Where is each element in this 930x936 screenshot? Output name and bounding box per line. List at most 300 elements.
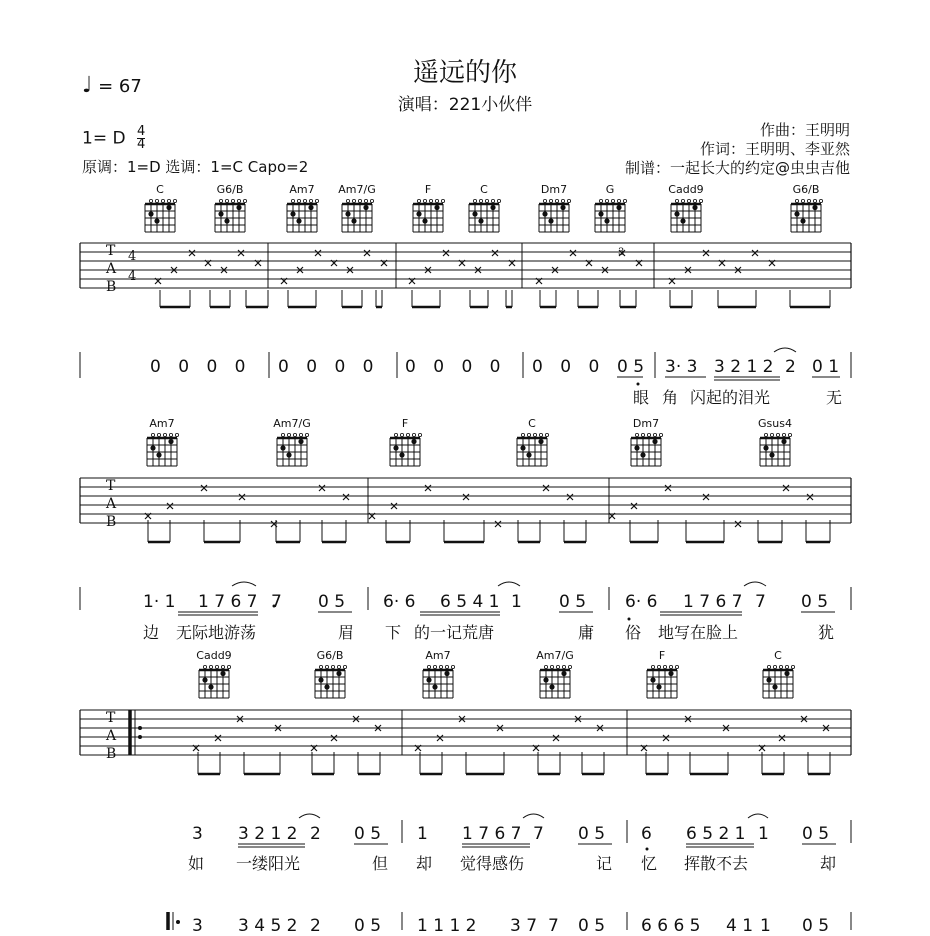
tie-arc (498, 582, 520, 586)
chord-finger-dot (763, 445, 768, 450)
lyric: 忆 (641, 854, 658, 873)
chord-open-string-marker (445, 665, 448, 668)
quarter-note-icon: ♩ (82, 73, 93, 98)
chord-open-string-marker (346, 199, 349, 202)
tab-x-notehead (463, 494, 469, 500)
chord-finger-dot (290, 211, 295, 216)
chord-open-string-marker (297, 199, 300, 202)
chord-finger-dot (434, 205, 439, 210)
chord-finger-dot (202, 677, 207, 682)
repeat-dot (138, 726, 142, 730)
chord-open-string-marker (418, 433, 421, 436)
chord-finger-dot (168, 439, 173, 444)
lyric: 下 (385, 623, 402, 642)
lyric: 俗 (625, 623, 642, 642)
chord-open-string-marker (151, 433, 154, 436)
chord-open-string-marker (441, 199, 444, 202)
notation-note-group: 0 5 (578, 824, 606, 844)
chord-open-string-marker (237, 199, 240, 202)
singer-credit: 演唱：221小伙伴 (397, 95, 533, 115)
tab-x-notehead (703, 494, 709, 500)
notation-note-tied: 7 (755, 592, 766, 612)
chord-finger-dot (411, 439, 416, 444)
chord-finger-dot (286, 452, 291, 457)
tab-x-notehead (665, 485, 671, 491)
chord-open-string-marker (331, 665, 334, 668)
chord-open-string-marker (782, 433, 785, 436)
chord-open-string-marker (364, 199, 367, 202)
chord-open-string-marker (291, 199, 294, 202)
chord-finger-dot (781, 439, 786, 444)
tab-x-notehead (425, 485, 431, 491)
chord-finger-dot (772, 684, 777, 689)
tab-x-notehead (783, 485, 789, 491)
notation-note-group: 6 6 6 5 (641, 916, 701, 936)
notation-note-group: 6 5 2 1 (686, 824, 746, 844)
tab-letter-b: B (106, 514, 117, 530)
chord-finger-dot (668, 671, 673, 676)
tab-x-notehead (437, 735, 443, 741)
chord-open-string-marker (203, 665, 206, 668)
tab-x-notehead (492, 250, 498, 256)
chord-name: G6/B (216, 183, 244, 196)
chord-open-string-marker (227, 665, 230, 668)
chord-open-string-marker (433, 665, 436, 668)
chord-finger-dot (308, 205, 313, 210)
notation-note-group: 0 5 (617, 357, 645, 377)
chord-open-string-marker (635, 433, 638, 436)
chord-finger-dot (296, 218, 301, 223)
tab-x-notehead (703, 250, 709, 256)
chord-open-string-marker (788, 433, 791, 436)
chord-open-string-marker (219, 199, 222, 202)
tie-arc (748, 814, 768, 818)
key-label: 1= D (82, 128, 126, 149)
chord-open-string-marker (773, 665, 776, 668)
chord-finger-dot (604, 218, 609, 223)
chord-finger-dot (444, 671, 449, 676)
time-top: 4 (136, 124, 146, 139)
notation-note-group: 3 2 1 2 (714, 357, 774, 377)
original-key-info: 原调：1=D 选调：1=C Capo=2 (82, 158, 309, 176)
chord-open-string-marker (473, 199, 476, 202)
tab-x-notehead (239, 494, 245, 500)
notation-note-group: 0 5 (578, 916, 606, 936)
chord-finger-dot (324, 684, 329, 689)
lyric: 但 (372, 854, 389, 873)
notation-note-group: 1· 1 (143, 592, 176, 612)
chord-name: F (658, 649, 666, 662)
chord-finger-dot (298, 439, 303, 444)
lyric: 犹 (818, 623, 835, 642)
chord-finger-dot (652, 439, 657, 444)
chord-open-string-marker (813, 199, 816, 202)
lyric: 闪起的泪光 (690, 388, 771, 407)
chord-open-string-marker (215, 665, 218, 668)
tab-x-notehead (319, 485, 325, 491)
chord-name: Am7/G (338, 183, 376, 196)
chord-name: Am7/G (273, 417, 311, 430)
chord-open-string-marker (533, 433, 536, 436)
tab-x-notehead (570, 250, 576, 256)
chord-finger-dot (640, 452, 645, 457)
chord-open-string-marker (315, 199, 318, 202)
chord-open-string-marker (167, 199, 170, 202)
chord-open-string-marker (521, 433, 524, 436)
notation-note-group: 1 (417, 824, 428, 844)
notation-note-group: 3 7 (510, 916, 538, 936)
tab-x-notehead (779, 735, 785, 741)
notation-note-group: 6· 6 (383, 592, 416, 612)
tab-fret-number: 3 (618, 247, 625, 258)
chord-finger-dot (154, 218, 159, 223)
tab-x-notehead (553, 735, 559, 741)
chord-name: Am7 (289, 183, 315, 196)
notation-note-tied: 7 (271, 592, 282, 612)
chord-open-string-marker (663, 665, 666, 668)
notation-note-group: 0 5 (354, 916, 382, 936)
lyric: 角 (662, 388, 679, 407)
notation-measure: 0 0 0 (532, 357, 600, 377)
chord-open-string-marker (544, 665, 547, 668)
notation-note-group: 0 5 (802, 824, 830, 844)
chord-open-string-marker (641, 433, 644, 436)
notation-note-group: 3· 3 (665, 357, 698, 377)
tab-letter-a: A (106, 496, 117, 512)
chord-open-string-marker (163, 433, 166, 436)
chord-finger-dot (280, 445, 285, 450)
tab-x-notehead (495, 521, 501, 527)
notation-note-group: 0 1 (812, 357, 840, 377)
tie-arc (232, 582, 256, 586)
chord-open-string-marker (352, 199, 355, 202)
chord-open-string-marker (325, 665, 328, 668)
chord-finger-dot (220, 671, 225, 676)
notation-note-group: 1 1 1 2 (417, 916, 477, 936)
notation-measure: 0 0 0 0 (278, 357, 374, 377)
notation-note-group: 0 5 (802, 916, 830, 936)
chord-open-string-marker (221, 665, 224, 668)
time-bottom: 4 (136, 137, 146, 152)
chord-finger-dot (769, 452, 774, 457)
tab-x-notehead (391, 503, 397, 509)
lyric: 庸 (578, 623, 595, 642)
chord-open-string-marker (617, 199, 620, 202)
chord-finger-dot (526, 452, 531, 457)
chord-finger-dot (812, 205, 817, 210)
tab-x-notehead (315, 250, 321, 256)
chord-open-string-marker (175, 433, 178, 436)
chord-open-string-marker (767, 665, 770, 668)
chord-open-string-marker (497, 199, 500, 202)
notation-note-tied: 1 (511, 592, 522, 612)
notation-note-tied: 2 (310, 824, 321, 844)
lyric: 却 (416, 854, 433, 873)
notation-note-group: 0 5 (318, 592, 346, 612)
chord-name: G (605, 183, 615, 196)
chord-open-string-marker (669, 665, 672, 668)
chord-name: Am7/G (536, 649, 574, 662)
notation-note-tied: 2 (310, 916, 321, 936)
chord-finger-dot (432, 684, 437, 689)
tab-x-notehead (343, 494, 349, 500)
chord-open-string-marker (567, 199, 570, 202)
chord-open-string-marker (819, 199, 822, 202)
chord-finger-dot (561, 671, 566, 676)
lyric: 眉 (338, 623, 355, 642)
chord-finger-dot (426, 677, 431, 682)
tie-arc (523, 814, 544, 818)
chord-name: F (424, 183, 432, 196)
chord-open-string-marker (561, 199, 564, 202)
chord-open-string-marker (555, 199, 558, 202)
notation-note-group: 1 7 6 7 (198, 592, 258, 612)
lyric: 的一记荒唐 (414, 623, 495, 642)
tab-letter-b: B (106, 746, 117, 762)
chord-open-string-marker (653, 433, 656, 436)
chord-name: F (401, 417, 409, 430)
notation-note-group: 0 5 (354, 824, 382, 844)
chord-finger-dot (538, 439, 543, 444)
chord-open-string-marker (801, 199, 804, 202)
chord-open-string-marker (439, 665, 442, 668)
chord-open-string-marker (550, 665, 553, 668)
tab-x-notehead (201, 485, 207, 491)
chord-name: C (156, 183, 164, 196)
chord-finger-dot (478, 218, 483, 223)
chord-finger-dot (794, 211, 799, 216)
chord-open-string-marker (309, 199, 312, 202)
chord-finger-dot (363, 205, 368, 210)
chord-open-string-marker (785, 665, 788, 668)
chord-finger-dot (148, 211, 153, 216)
chord-open-string-marker (764, 433, 767, 436)
tab-x-notehead (189, 250, 195, 256)
chord-open-string-marker (791, 665, 794, 668)
composer-credit: 作曲：王明明 (759, 121, 850, 139)
chord-finger-dot (351, 218, 356, 223)
notation-note-group: 6 5 4 1 (440, 592, 500, 612)
chord-name: Am7 (425, 649, 451, 662)
chord-open-string-marker (568, 665, 571, 668)
chord-finger-dot (542, 211, 547, 216)
chord-open-string-marker (651, 665, 654, 668)
notation-note-tied: 7 (533, 824, 544, 844)
chord-finger-dot (674, 211, 679, 216)
lyric: 无际地游荡 (176, 623, 257, 642)
chord-open-string-marker (549, 199, 552, 202)
notation-note-group: 6· 6 (625, 592, 658, 612)
song-title: 遥远的你 (412, 58, 517, 88)
chord-finger-dot (598, 211, 603, 216)
chord-open-string-marker (659, 433, 662, 436)
chord-name: C (528, 417, 536, 430)
tab-letter-a: A (106, 261, 117, 277)
chord-open-string-marker (427, 665, 430, 668)
tab-x-notehead (735, 521, 741, 527)
chord-finger-dot (318, 677, 323, 682)
chord-open-string-marker (173, 199, 176, 202)
lyricist-credit: 作词：王明明、李亚然 (699, 140, 850, 158)
chord-name: Dm7 (632, 417, 660, 430)
chord-open-string-marker (693, 199, 696, 202)
chord-finger-dot (560, 205, 565, 210)
chord-open-string-marker (491, 199, 494, 202)
lyric: 挥散不去 (684, 854, 749, 873)
chord-finger-dot (472, 211, 477, 216)
lyric: 地写在脸上 (658, 623, 739, 642)
notation-note-tied: 1 (758, 824, 769, 844)
tab-x-notehead (807, 494, 813, 500)
chord-open-string-marker (337, 665, 340, 668)
notation-note-tied: 1 (760, 916, 771, 936)
chord-name: C (774, 649, 782, 662)
chord-open-string-marker (209, 665, 212, 668)
notation-measure: 0 0 0 0 (405, 357, 501, 377)
lyric: 如 (188, 854, 205, 873)
chord-open-string-marker (231, 199, 234, 202)
tab-x-notehead (752, 250, 758, 256)
notation-note-group: 1 7 6 7 (683, 592, 743, 612)
chord-open-string-marker (343, 665, 346, 668)
lyric: 边 (143, 623, 160, 642)
lyric: 眼 (633, 388, 650, 407)
chord-finger-dot (208, 684, 213, 689)
notation-note-group: 0 5 (801, 592, 829, 612)
tab-time-bottom: 4 (128, 269, 137, 284)
tie-arc (744, 582, 766, 586)
chord-open-string-marker (527, 433, 530, 436)
repeat-dot (138, 735, 142, 739)
chord-finger-dot (218, 211, 223, 216)
tab-x-notehead (567, 494, 573, 500)
chord-open-string-marker (305, 433, 308, 436)
chord-finger-dot (616, 205, 621, 210)
chord-open-string-marker (485, 199, 488, 202)
chord-open-string-marker (611, 199, 614, 202)
tab-letter-t: T (106, 243, 116, 259)
chord-open-string-marker (675, 199, 678, 202)
lyric: 无 (826, 388, 843, 407)
chord-open-string-marker (776, 433, 779, 436)
tab-x-notehead (215, 735, 221, 741)
notation-note-group: 4 1 (726, 916, 754, 936)
chord-open-string-marker (281, 433, 284, 436)
tab-x-notehead (443, 250, 449, 256)
chord-open-string-marker (149, 199, 152, 202)
tab-time-top: 4 (128, 249, 137, 264)
tab-x-notehead (663, 735, 669, 741)
chord-open-string-marker (681, 199, 684, 202)
chord-open-string-marker (394, 433, 397, 436)
chord-open-string-marker (451, 665, 454, 668)
lyric: 一缕阳光 (236, 854, 301, 873)
notation-note-tied: 7 (548, 916, 559, 936)
chord-open-string-marker (293, 433, 296, 436)
chord-open-string-marker (161, 199, 164, 202)
chord-open-string-marker (429, 199, 432, 202)
chord-finger-dot (650, 677, 655, 682)
chord-open-string-marker (319, 665, 322, 668)
notation-note-group: 3 4 5 2 (238, 916, 298, 936)
chord-open-string-marker (795, 199, 798, 202)
arranger-credit: 制谱：一起长大的约定@虫虫吉他 (624, 159, 850, 177)
chord-finger-dot (548, 218, 553, 223)
chord-open-string-marker (303, 199, 306, 202)
notation-note-group: 3 (192, 824, 203, 844)
chord-open-string-marker (556, 665, 559, 668)
chord-open-string-marker (155, 199, 158, 202)
chord-open-string-marker (370, 199, 373, 202)
tab-x-notehead (364, 250, 370, 256)
chord-open-string-marker (400, 433, 403, 436)
chord-name: G6/B (316, 649, 344, 662)
chord-name: Cadd9 (196, 649, 232, 662)
chord-open-string-marker (157, 433, 160, 436)
chord-open-string-marker (605, 199, 608, 202)
chord-open-string-marker (423, 199, 426, 202)
chord-open-string-marker (225, 199, 228, 202)
chord-open-string-marker (599, 199, 602, 202)
chord-finger-dot (156, 452, 161, 457)
tab-x-notehead (543, 485, 549, 491)
chord-open-string-marker (169, 433, 172, 436)
chord-name: Dm7 (540, 183, 568, 196)
chord-open-string-marker (699, 199, 702, 202)
chord-finger-dot (680, 218, 685, 223)
chord-open-string-marker (623, 199, 626, 202)
chord-open-string-marker (770, 433, 773, 436)
chord-open-string-marker (299, 433, 302, 436)
tempo-value: = 67 (98, 76, 142, 97)
lyric: 记 (596, 854, 613, 873)
chord-finger-dot (692, 205, 697, 210)
chord-finger-dot (766, 677, 771, 682)
chord-finger-dot (520, 445, 525, 450)
chord-open-string-marker (435, 199, 438, 202)
tab-letter-b: B (106, 279, 117, 295)
lyric: 觉得感伤 (460, 854, 525, 873)
chord-finger-dot (656, 684, 661, 689)
chord-open-string-marker (647, 433, 650, 436)
tab-x-notehead (167, 503, 173, 509)
chord-open-string-marker (675, 665, 678, 668)
chord-open-string-marker (545, 433, 548, 436)
chord-finger-dot (416, 211, 421, 216)
chord-finger-dot (549, 684, 554, 689)
repeat-dot (176, 920, 180, 924)
chord-name: Cadd9 (668, 183, 704, 196)
chord-finger-dot (634, 445, 639, 450)
chord-open-string-marker (779, 665, 782, 668)
chord-finger-dot (150, 445, 155, 450)
chord-finger-dot (399, 452, 404, 457)
chord-open-string-marker (807, 199, 810, 202)
chord-finger-dot (166, 205, 171, 210)
chord-open-string-marker (479, 199, 482, 202)
chord-open-string-marker (406, 433, 409, 436)
chord-open-string-marker (412, 433, 415, 436)
chord-finger-dot (784, 671, 789, 676)
chord-open-string-marker (358, 199, 361, 202)
chord-name: C (480, 183, 488, 196)
tie-arc (774, 348, 796, 352)
tab-letter-a: A (106, 728, 117, 744)
chord-name: Am7 (149, 417, 175, 430)
chord-finger-dot (236, 205, 241, 210)
tab-x-notehead (631, 503, 637, 509)
chord-open-string-marker (562, 665, 565, 668)
